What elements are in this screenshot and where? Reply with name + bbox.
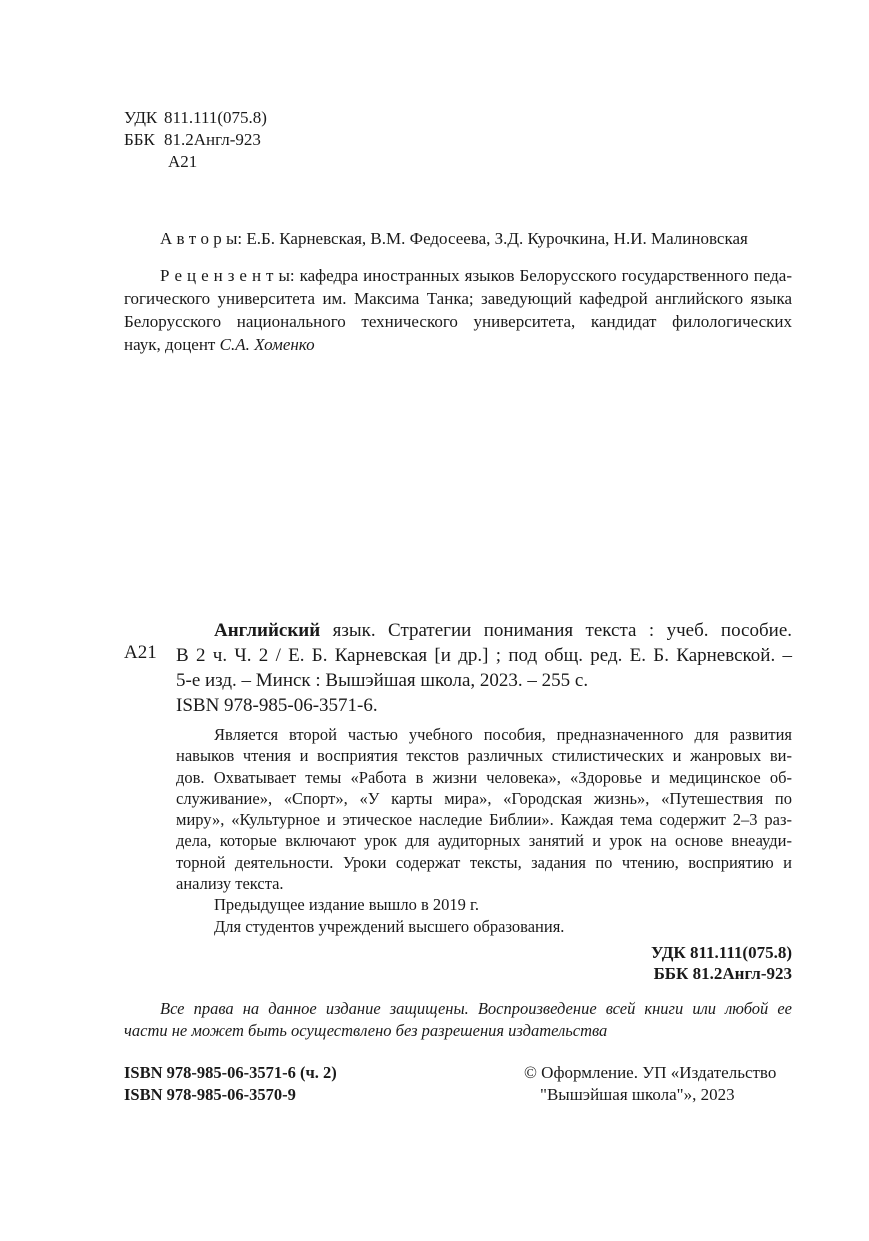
- annotation-line: анализу текста.: [176, 874, 284, 894]
- bbk-value: 81.2Англ-923: [164, 130, 261, 149]
- annotation-paragraph: [176, 724, 792, 937]
- reviewers-paragraph: [124, 264, 792, 356]
- annotation-line: миру», «Культурное и этическое наследие Библии». Каждая тема содержит 2–3 раз-: [176, 810, 792, 830]
- reviewers-line-1-text: кафедра иностранных языков Белорусского государственного педа-: [299, 266, 792, 285]
- entry-line-2: В 2 ч. Ч. 2 / Е. Б. Карневская [и др.] ; под общ. ред. Е. Б. Карневской. –: [176, 645, 792, 666]
- rights-notice: [124, 998, 792, 1042]
- udk-value: 811.111(075.8): [164, 108, 267, 127]
- audience-note: Для студентов учреждений высшего образования.: [214, 916, 565, 936]
- entry-code: А21: [124, 642, 157, 663]
- bbk-key: ББК: [124, 130, 155, 149]
- copyright-block: [524, 1062, 776, 1106]
- bibliographic-entry: [176, 618, 792, 718]
- udk-bbk-bottom: [651, 942, 792, 984]
- classification-block: [124, 107, 267, 173]
- author-mark: А21: [168, 152, 198, 171]
- authors-names: Е.Б. Карневская, В.М. Федосеева, З.Д. Курочкина, Н.И. Малиновская: [246, 229, 748, 248]
- isbn-set: ISBN 978-985-06-3570-9: [124, 1085, 296, 1104]
- reviewers-line-3: Белорусского национального технического университета, кандидат филологических: [124, 312, 792, 331]
- reviewers-line-1: [124, 264, 792, 287]
- authors-line: [160, 228, 792, 250]
- previous-edition-note: Предыдущее издание вышло в 2019 г.: [214, 895, 480, 915]
- reviewers-line-4-text: наук, доцент: [124, 335, 216, 354]
- reviewer-name: С.А. Хоменко: [219, 335, 315, 354]
- author-mark-row: [124, 151, 267, 173]
- bbk-row: [124, 129, 267, 151]
- annotation-line: навыков чтения и восприятия текстов различных стилистических и жанровых ви-: [176, 746, 792, 766]
- annotation-line: служивание», «Спорт», «У карты мира», «Городская жизнь», «Путешествия по: [176, 788, 792, 808]
- entry-line-1-text: язык. Стратегии понимания текста : учеб. пособие.: [332, 620, 793, 641]
- book-title-bold: Английский: [214, 620, 321, 641]
- udk-row: [124, 107, 267, 129]
- annotation-line: торной деятельности. Уроки содержат тексты, задания по чтению, восприятию и: [176, 852, 792, 872]
- entry-isbn: ISBN 978-985-06-3571-6.: [176, 695, 378, 716]
- udk-key: УДК: [124, 108, 158, 127]
- entry-line-1: [176, 618, 792, 643]
- bbk-bottom: ББК 81.2Англ-923: [653, 964, 792, 983]
- authors-label: А в т о р ы:: [160, 229, 243, 248]
- entry-line-3: 5-е изд. – Минск : Вышэйшая школа, 2023. – 255 с.: [176, 670, 589, 691]
- reviewers-label: Р е ц е н з е н т ы:: [160, 266, 295, 285]
- rights-line-1: Все права на данное издание защищены. Воспроизведение всей книги или любой ее: [160, 999, 792, 1018]
- isbn-block: [124, 1062, 337, 1106]
- reviewers-line-4: [124, 333, 792, 356]
- rights-line-2: части не может быть осуществлено без разрешения издательства: [124, 1021, 608, 1040]
- annotation-line: Является второй частью учебного пособия, предназначенного для развития: [214, 725, 792, 744]
- isbn-part-2: ISBN 978-985-06-3571-6 (ч. 2): [124, 1063, 337, 1082]
- copyright-line-2: "Вышэйшая школа"», 2023: [540, 1085, 735, 1104]
- annotation-line: дела, которые включают урок для аудиторных занятий и урок на основе внеауди-: [176, 831, 792, 851]
- udk-bottom: УДК 811.111(075.8): [650, 943, 792, 962]
- reviewers-line-2: гогического университета им. Максима Танка; заведующий кафедрой английского языка: [124, 289, 792, 308]
- copyright-line-1: © Оформление. УП «Издательство: [524, 1063, 777, 1082]
- annotation-line: дов. Охватывает темы «Работа в жизни человека», «Здоровье и медицинское об-: [176, 767, 792, 787]
